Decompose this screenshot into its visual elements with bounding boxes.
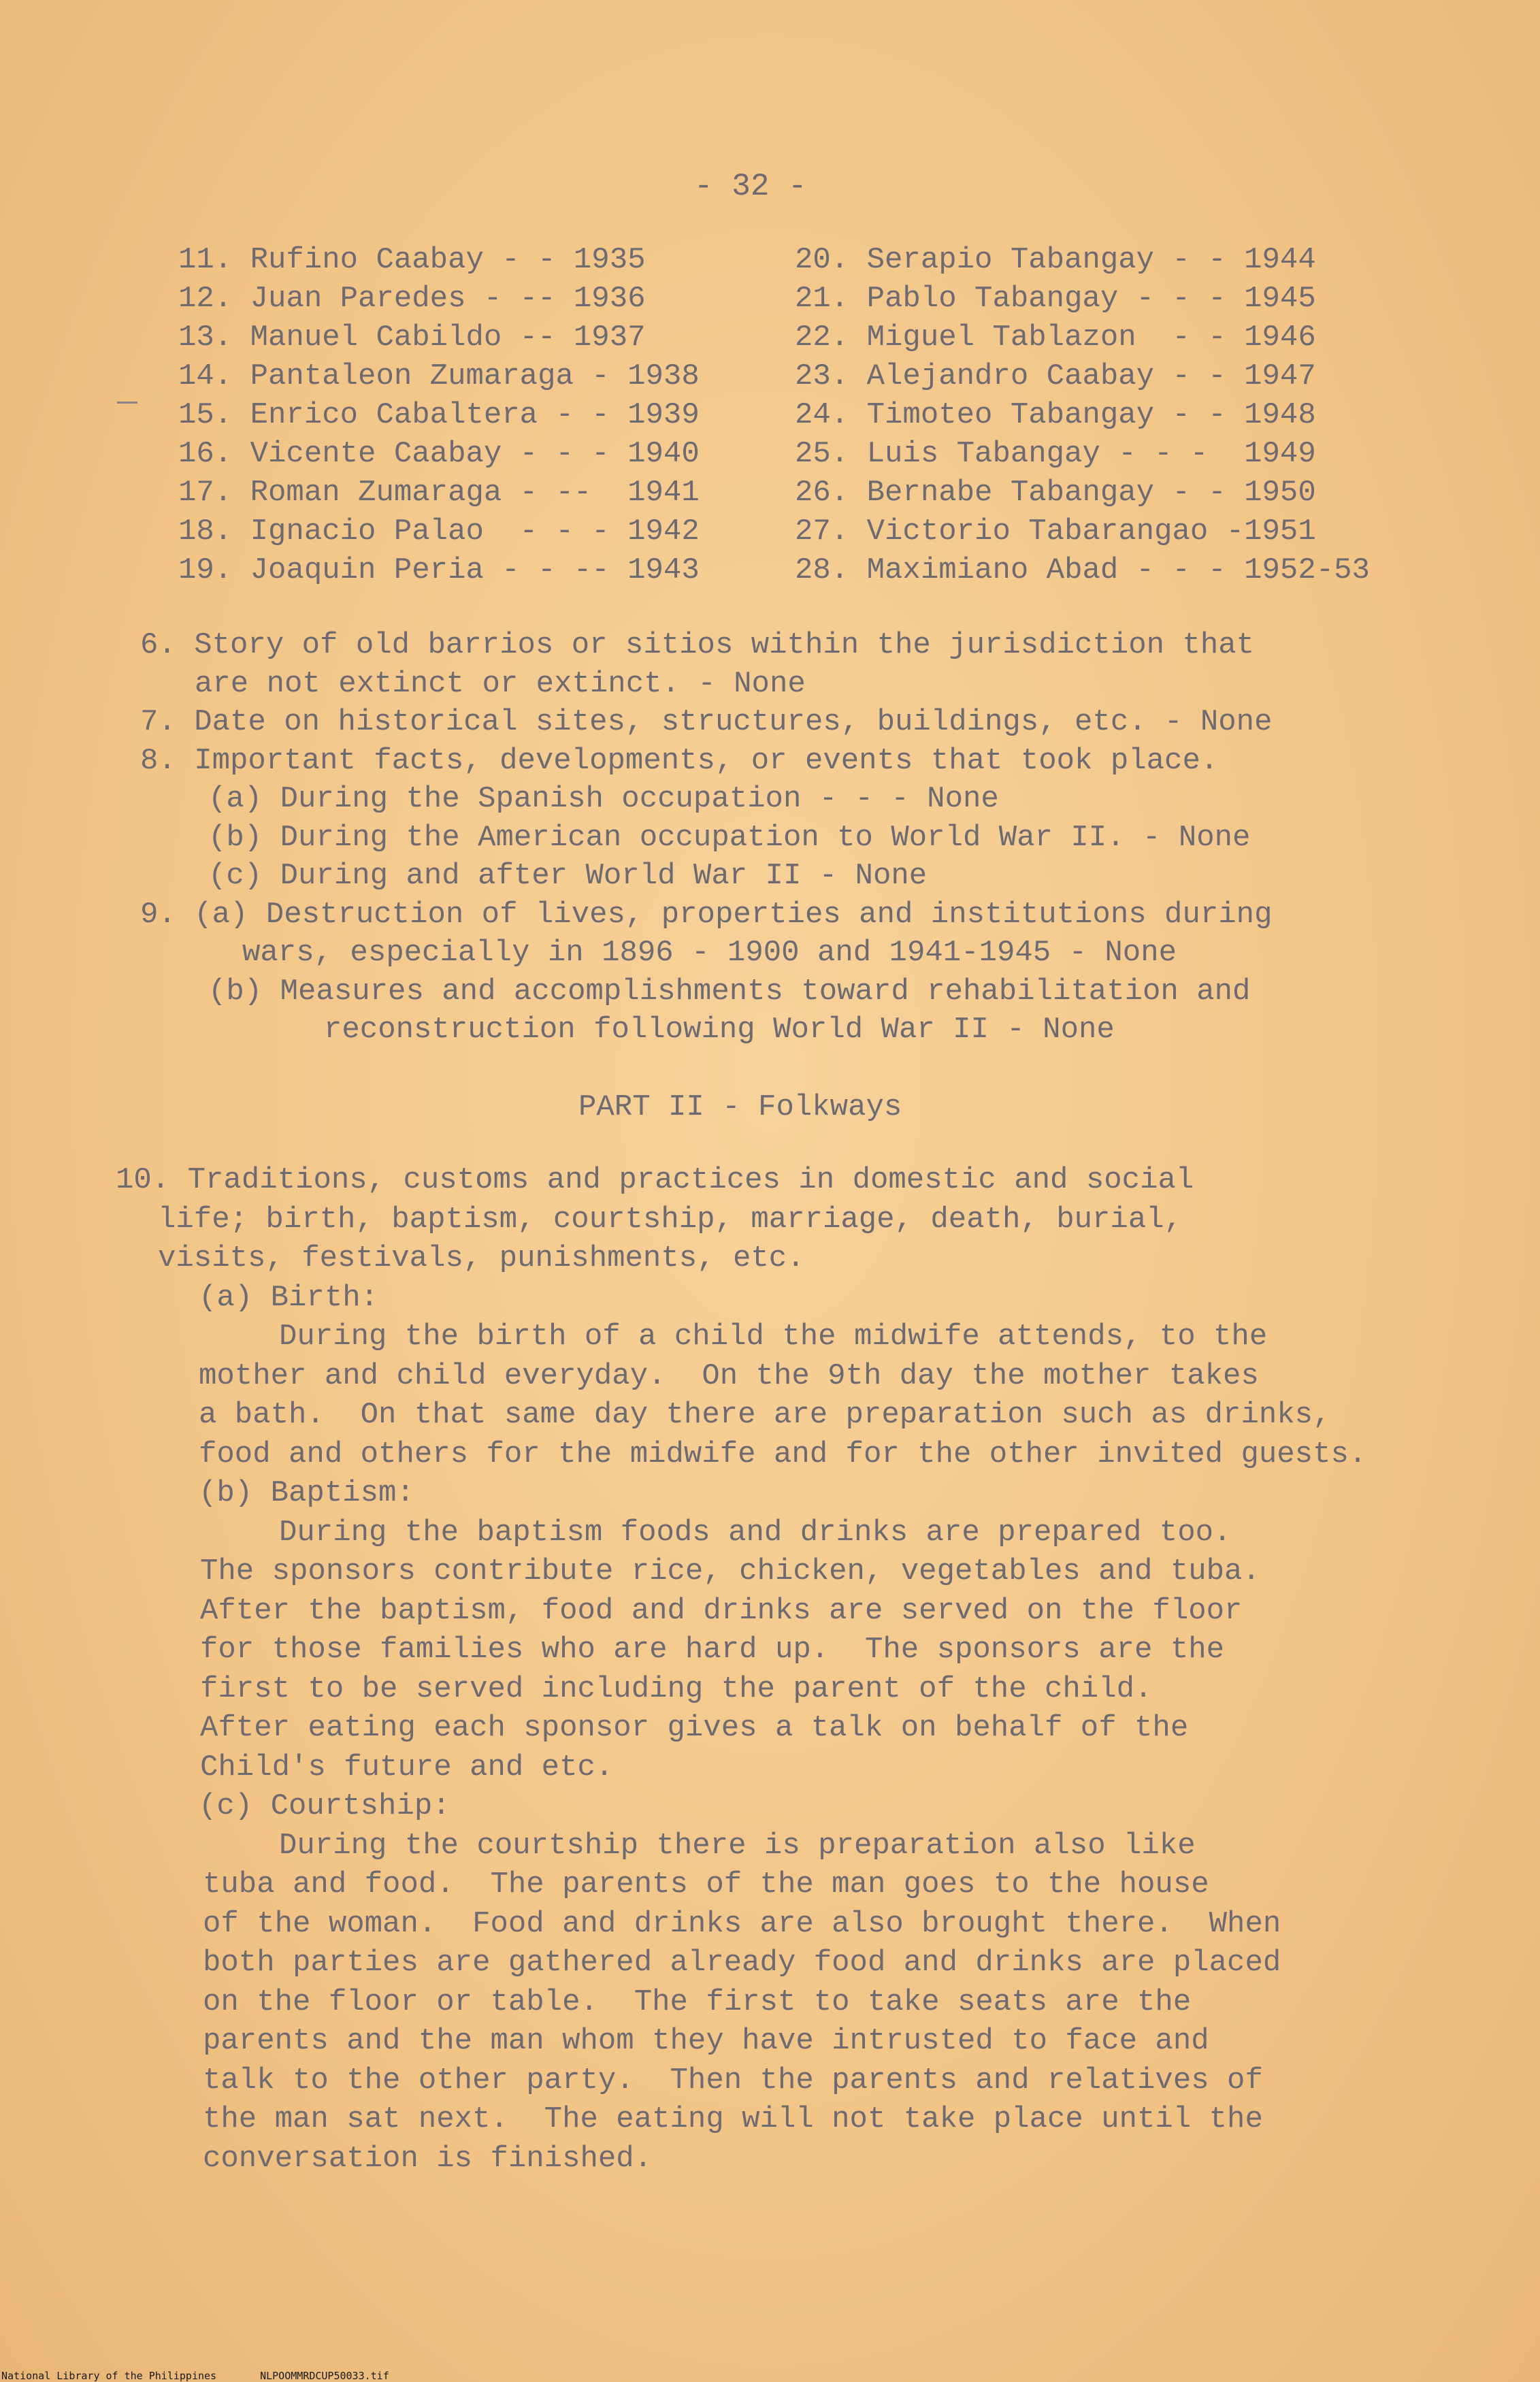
birth-line: food and others for the midwife and for the other invited guests.	[199, 1437, 1367, 1471]
item-9b-line-1: (b) Measures and accomplishments toward rehabilitation and	[208, 974, 1251, 1009]
list-item: 28. Maximiano Abad - - - 1952-53	[795, 553, 1370, 587]
courtship-line: tuba and food. The parents of the man goes to the house	[203, 1867, 1209, 1902]
list-item: 21. Pablo Tabangay - - - 1945	[795, 282, 1316, 316]
courtship-line: During the courtship there is preparation also like	[279, 1828, 1196, 1863]
courtship-line: parents and the man whom they have intrusted to face and	[203, 2024, 1209, 2058]
birth-line: During the birth of a child the midwife attends, to the	[279, 1320, 1268, 1354]
page-number: - 32 -	[694, 169, 807, 204]
teacher-list-right	[795, 241, 1370, 590]
part-title: PART II - Folkways	[578, 1090, 902, 1124]
library-name: National Library of the Philippines	[1, 2370, 217, 2382]
subheading-birth: (a) Birth:	[199, 1280, 379, 1315]
item-8b: (b) During the American occupation to World War II. - None	[208, 820, 1251, 855]
list-item: 25. Luis Tabangay - - - 1949	[795, 437, 1316, 471]
item-9b-line-2: reconstruction following World War II - None	[324, 1013, 1115, 1047]
item-9a-line-1: 9. (a) Destruction of lives, properties and institutions during	[140, 897, 1273, 932]
item-8c: (c) During and after World War II - None	[208, 859, 928, 893]
list-item: 20. Serapio Tabangay - - 1944	[795, 243, 1316, 277]
folkways-section	[116, 1161, 1518, 2179]
birth-line: mother and child everyday. On the 9th day the mother takes	[199, 1358, 1259, 1393]
list-item: 15. Enrico Cabaltera - - 1939	[178, 398, 700, 432]
courtship-line: the man sat next. The eating will not take place until the	[203, 2102, 1263, 2136]
courtship-line: both parties are gathered already food and drinks are placed	[203, 1946, 1281, 1980]
courtship-line: of the woman. Food and drinks are also brought there. When	[203, 1906, 1281, 1941]
list-item: 13. Manuel Cabildo -- 1937	[178, 321, 646, 355]
list-item: 19. Joaquin Peria - - -- 1943	[178, 553, 700, 587]
item-10-line-3: visits, festivals, punishments, etc.	[158, 1241, 805, 1275]
birth-line: a bath. On that same day there are preparation such as drinks,	[199, 1398, 1331, 1432]
baptism-line: Child's future and etc.	[200, 1750, 614, 1784]
item-10-line-1: 10. Traditions, customs and practices in domestic and social	[116, 1163, 1194, 1197]
subheading-baptism: (b) Baptism:	[199, 1476, 414, 1510]
list-item: 27. Victorio Tabarangao -1951	[795, 515, 1316, 549]
list-item: 11. Rufino Caabay - - 1935	[178, 243, 646, 277]
baptism-line: for those families who are hard up. The sponsors are the	[200, 1633, 1225, 1667]
baptism-line: During the baptism foods and drinks are prepared too.	[279, 1515, 1232, 1550]
list-item: 26. Bernabe Tabangay - - 1950	[795, 476, 1316, 510]
list-item: 23. Alejandro Caabay - - 1947	[795, 359, 1316, 393]
baptism-line: After the baptism, food and drinks are served on the floor	[200, 1593, 1243, 1628]
baptism-line: first to be served including the parent of the child.	[200, 1671, 1153, 1706]
file-name: NLPOOMMRDCUP50033.tif	[260, 2370, 389, 2382]
courtship-line: talk to the other party. Then the parents and relatives of	[203, 2063, 1263, 2098]
item-8a: (a) During the Spanish occupation - - - None	[208, 782, 999, 816]
courtship-line: conversation is finished.	[203, 2141, 653, 2176]
item-7: 7. Date on historical sites, structures, buildings, etc. - None	[140, 705, 1273, 739]
item-6-line-1: 6. Story of old barrios or sitios within the jurisdiction that	[140, 628, 1255, 662]
list-item: 22. Miguel Tablazon - - 1946	[795, 321, 1316, 355]
item-6-line-2: are not extinct or extinct. - None	[195, 666, 806, 701]
baptism-line: The sponsors contribute rice, chicken, vegetables and tuba.	[200, 1554, 1260, 1588]
teacher-list-left	[178, 241, 700, 590]
list-item: 24. Timoteo Tabangay - - 1948	[795, 398, 1316, 432]
courtship-line: on the floor or table. The first to take seats are the	[203, 1985, 1192, 2019]
list-item: 12. Juan Paredes - -- 1936	[178, 282, 646, 316]
list-item: 14. Pantaleon Zumaraga - 1938	[178, 359, 700, 393]
history-section	[140, 626, 1488, 1049]
item-8: 8. Important facts, developments, or events that took place.	[140, 743, 1219, 778]
list-item: 16. Vicente Caabay - - - 1940	[178, 437, 700, 471]
subheading-courtship: (c) Courtship:	[199, 1789, 450, 1823]
item-9a-line-2: wars, especially in 1896 - 1900 and 1941-1945 - None	[242, 936, 1177, 970]
list-item: 17. Roman Zumaraga - -- 1941	[178, 476, 700, 510]
margin-mark	[117, 402, 137, 404]
scan-footer	[1, 2370, 433, 2382]
baptism-line: After eating each sponsor gives a talk on behalf of the	[200, 1711, 1189, 1745]
list-item: 18. Ignacio Palao - - - 1942	[178, 515, 700, 549]
item-10-line-2: life; birth, baptism, courtship, marriage, death, burial,	[158, 1202, 1183, 1237]
